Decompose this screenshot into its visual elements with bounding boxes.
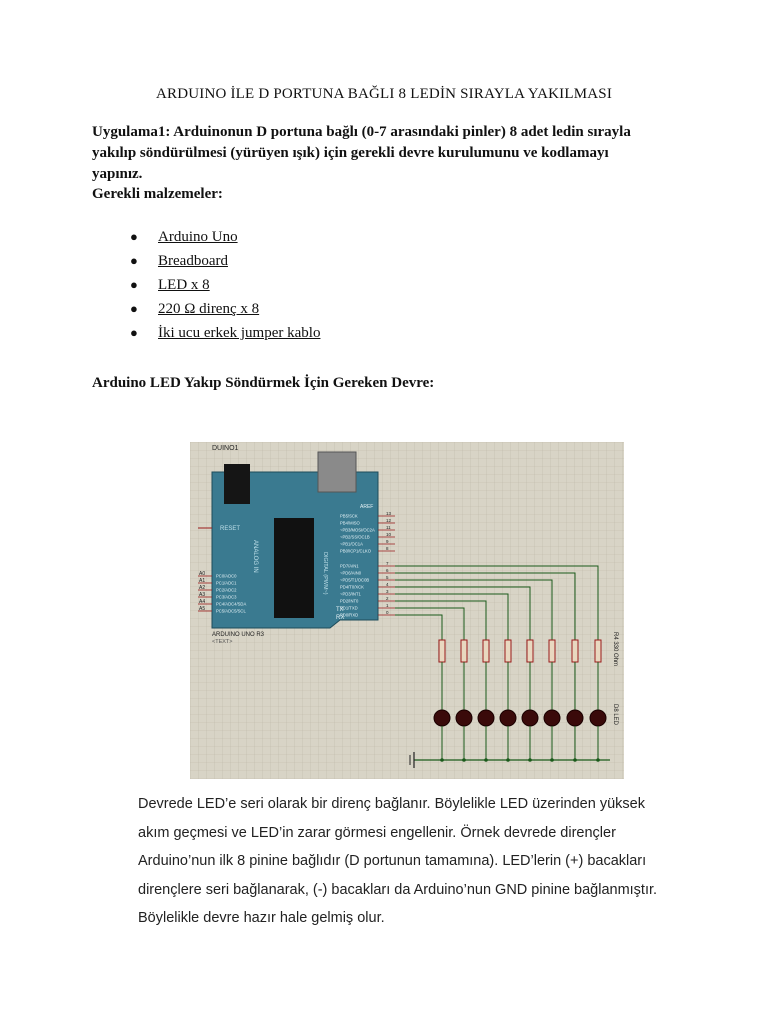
pin-number: 13 bbox=[386, 511, 392, 516]
led bbox=[567, 710, 583, 726]
board-footer: ARDUINO UNO R3 bbox=[212, 632, 265, 638]
pin-number: 11 bbox=[386, 525, 391, 530]
port-name: PB0/ICP1/CLKO bbox=[340, 548, 371, 554]
analog-pin-label: A2 bbox=[199, 585, 206, 591]
analog-pin-label: A3 bbox=[199, 592, 206, 598]
material-link[interactable]: İki ucu erkek jumper kablo bbox=[158, 325, 321, 341]
reset-label: RESET bbox=[220, 526, 241, 532]
analog-pin-label: A5 bbox=[199, 606, 206, 612]
led bbox=[434, 710, 450, 726]
port-name: PD7/AIN1 bbox=[340, 563, 359, 569]
pin-number: 6 bbox=[386, 568, 389, 573]
port-name: ~PB3/MOSI/OC2A bbox=[340, 527, 375, 533]
material-link[interactable]: Arduino Uno bbox=[158, 229, 238, 245]
analog-pin-label: A0 bbox=[199, 571, 206, 577]
resistor bbox=[572, 640, 578, 662]
task-line: yapınız. bbox=[92, 166, 143, 182]
rx-label: RX bbox=[336, 615, 345, 621]
port-name: ~PD5/T1/OC0B bbox=[340, 577, 370, 583]
list-item bbox=[130, 324, 320, 348]
bullet-icon: ● bbox=[130, 277, 138, 292]
led-label: D8 LED bbox=[612, 704, 618, 726]
material-link[interactable]: 220 Ω direnç x 8 bbox=[158, 301, 260, 317]
led bbox=[544, 710, 560, 726]
led bbox=[478, 710, 494, 726]
bullet-icon: ● bbox=[130, 301, 138, 316]
pin-number: 8 bbox=[386, 546, 389, 551]
resistor bbox=[461, 640, 467, 662]
port-name: ~PB2/SS/OC1B bbox=[340, 534, 370, 540]
port-name: ~PD3/INT1 bbox=[340, 591, 361, 597]
analog-port-name: PC0/ADC0 bbox=[216, 573, 237, 579]
analog-port-name: PC1/ADC1 bbox=[216, 580, 237, 586]
port-name: PD0/RXD bbox=[340, 612, 359, 618]
list-item bbox=[130, 228, 320, 252]
tx-label: TX bbox=[336, 607, 344, 613]
material-link[interactable]: Breadboard bbox=[158, 253, 228, 269]
pin-number: 12 bbox=[386, 518, 392, 523]
resistor bbox=[527, 640, 533, 662]
analog-port-name: PC4/ADC4/SDA bbox=[216, 601, 247, 607]
led bbox=[522, 710, 538, 726]
pin-number: 3 bbox=[386, 589, 389, 594]
explanation-line: Arduino’nun ilk 8 pinine bağlıdır (D portunun tamamına). LED’lerin (+) bacakları bbox=[138, 853, 647, 869]
board-text-tag: <TEXT> bbox=[212, 639, 233, 645]
analog-port-name: PC2/ADC2 bbox=[216, 587, 237, 593]
atmega-chip bbox=[274, 518, 314, 618]
materials-list bbox=[130, 228, 320, 348]
circuit-heading: Arduino LED Yakıp Söndürmek İçin Gereken Devre: bbox=[92, 375, 435, 391]
led bbox=[456, 710, 472, 726]
pin-number: 7 bbox=[386, 561, 389, 566]
bullet-icon: ● bbox=[130, 325, 138, 340]
list-item bbox=[130, 252, 320, 276]
resistor bbox=[549, 640, 555, 662]
pin-number: 10 bbox=[386, 532, 392, 537]
explanation-paragraph bbox=[138, 790, 658, 933]
explanation-line: Devrede LED’e seri olarak bir direnç bağlanır. Böylelikle LED üzerinden yüksek bbox=[138, 796, 645, 812]
resistor bbox=[483, 640, 489, 662]
analog-port-name: PC3/ADC3 bbox=[216, 594, 237, 600]
task-line: yakılıp söndürülmesi (yürüyen ışık) için gerekli devre kurulumunu ve kodlamayı bbox=[92, 145, 609, 161]
pin-number: 5 bbox=[386, 575, 389, 580]
circuit-diagram bbox=[190, 442, 624, 779]
port-name: PD1/TXD bbox=[340, 605, 358, 611]
analog-pin-label: A4 bbox=[199, 599, 206, 605]
led bbox=[590, 710, 606, 726]
port-name: PB4/MISO bbox=[340, 520, 360, 526]
pin-number: 4 bbox=[386, 582, 389, 587]
port-name: PD2/INT0 bbox=[340, 598, 359, 604]
port-name: PB5/SCK bbox=[340, 513, 358, 519]
explanation-line: akım geçmesi ve LED’in zarar görmesi engellenir. Örnek devrede dirençler bbox=[138, 824, 616, 841]
bullet-icon: ● bbox=[130, 253, 138, 268]
port-name: PD4/T0/XCK bbox=[340, 584, 364, 590]
analog-pin-label: A1 bbox=[199, 578, 206, 584]
analog-port-name: PC5/ADC5/SCL bbox=[216, 608, 246, 614]
resistor-label: R4 330 Ohm bbox=[612, 632, 618, 667]
bullet-icon: ● bbox=[130, 229, 138, 244]
led bbox=[500, 710, 516, 726]
pin-number: 0 bbox=[386, 610, 389, 615]
power-jack bbox=[224, 464, 250, 504]
task-paragraph bbox=[92, 122, 672, 185]
port-name: ~PD6/AIN0 bbox=[340, 570, 362, 576]
resistor bbox=[595, 640, 601, 662]
materials-heading: Gerekli malzemeler: bbox=[92, 186, 223, 202]
page-title: ARDUINO İLE D PORTUNA BAĞLI 8 LEDİN SIRAYLA YAKILMASI bbox=[155, 86, 613, 102]
usb-connector bbox=[318, 452, 356, 492]
aref-label: AREF bbox=[360, 504, 374, 510]
list-item bbox=[130, 276, 320, 300]
resistor bbox=[505, 640, 511, 662]
analog-label: ANALOG IN bbox=[252, 540, 258, 573]
pin-number: 1 bbox=[386, 603, 389, 608]
material-link[interactable]: LED x 8 bbox=[158, 277, 210, 293]
task-line: Uygulama1: Arduinonun D portuna bağlı (0-7 arasındaki pinler) 8 adet ledin sırayla bbox=[92, 124, 631, 140]
explanation-line: Böylelikle devre hazır hale gelmiş olur. bbox=[138, 910, 385, 926]
resistor bbox=[439, 640, 445, 662]
digital-label: DIGITAL (PWM~) bbox=[322, 552, 328, 595]
pin-number: 9 bbox=[386, 539, 389, 544]
port-name: ~PB1/OC1A bbox=[340, 541, 363, 547]
pin-number: 2 bbox=[386, 596, 389, 601]
list-item bbox=[130, 300, 320, 324]
explanation-line: dirençlere seri bağlanarak, (-) bacakları da Arduino’nun GND pinine bağlanmıştır. bbox=[138, 881, 658, 898]
board-label: DUINO1 bbox=[212, 445, 239, 452]
